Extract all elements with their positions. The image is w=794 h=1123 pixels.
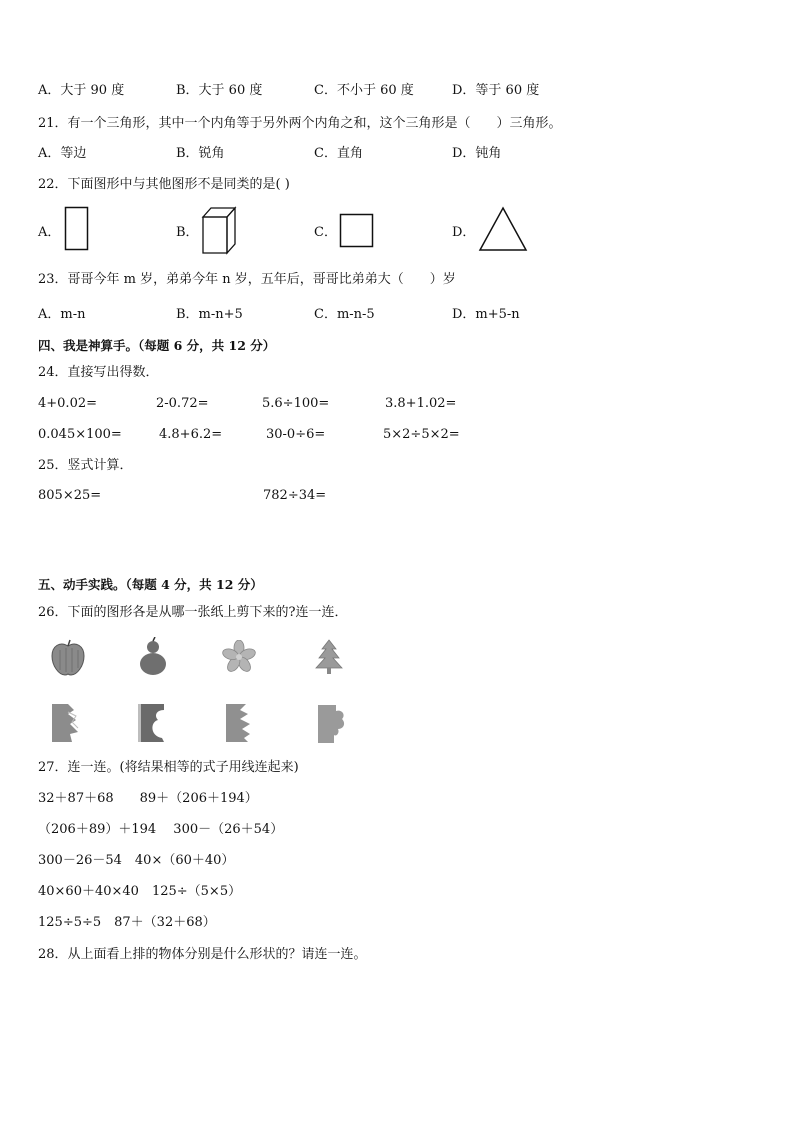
q27-row-2: （206＋89）＋194 300－（26＋54） [38,822,284,837]
section-4-heading: 四、我是神算手。（每题 6 分，共 12 分） [38,338,276,353]
paper-cut-tree-edge-icon [50,702,82,744]
flower-icon [221,640,257,674]
square-icon [339,213,375,249]
triangle-icon [478,206,528,252]
section-5-heading: 五、动手实践。（每题 4 分，共 12 分） [38,577,263,592]
q24-calc-5: 0.045×100= [38,427,122,442]
q23-option-c: C．m-n-5 [314,307,375,322]
q21-option-c: C．直角 [314,146,363,161]
cuboid-icon [201,205,237,255]
q27-row-3: 300－26－54 40×（60＋40） [38,853,235,868]
q20-option-a: A．大于 90 度 [38,83,125,98]
q27-stem: 27．连一连。(将结果相等的式子用线连起来) [38,760,299,775]
gourd-icon [136,637,170,677]
q24-calc-4: 3.8+1.02= [385,396,457,411]
q22-option-c: C． [314,225,337,240]
q24-calc-8: 5×2÷5×2= [383,427,460,442]
q24-stem: 24．直接写出得数． [38,365,159,380]
q22-option-b: B． [176,225,199,240]
q27-row-1: 32＋87＋68 89＋（206＋194） [38,791,258,806]
q21-option-a: A．等边 [38,146,87,161]
tall-rectangle-icon [64,206,90,252]
q20-option-b: B．大于 60 度 [176,83,263,98]
q24-calc-1: 4+0.02= [38,396,98,411]
q21-option-d: D．钝角 [452,146,502,161]
q23-option-a: A．m-n [38,307,86,322]
q23-stem: 23．哥哥今年 m 岁，弟弟今年 n 岁，五年后，哥哥比弟弟大（ ）岁 [38,272,456,287]
q22-stem: 22．下面图形中与其他图形不是同类的是( ) [38,177,290,192]
q21-option-b: B．锐角 [176,146,225,161]
q24-calc-6: 4.8+6.2= [159,427,223,442]
q27-row-5: 125÷5÷5 87＋（32＋68） [38,915,216,930]
q22-option-d: D． [452,225,476,240]
q23-option-b: B．m-n+5 [176,307,243,322]
q24-calc-2: 2-0.72= [156,396,209,411]
q23-option-d: D．m+5-n [452,307,520,322]
paper-cut-zigzag-edge-icon [224,702,254,744]
q22-option-a: A． [38,225,61,240]
q27-row-4: 40×60＋40×40 125÷（5×5） [38,884,242,899]
q26-stem: 26．下面的图形各是从哪一张纸上剪下来的?连一连． [38,605,348,620]
q24-calc-7: 30-0÷6= [266,427,326,442]
paper-cut-flower-edge-icon [316,703,348,745]
q24-calc-3: 5.6÷100= [262,396,330,411]
q25-stem: 25．竖式计算． [38,458,133,473]
q28-stem: 28．从上面看上排的物体分别是什么形状的？请连一连。 [38,947,367,962]
paper-cut-gourd-edge-icon [136,702,168,744]
tree-icon [314,639,344,675]
q25-item-2: 782÷34= [263,488,327,503]
apple-icon [50,638,86,678]
q25-item-1: 805×25= [38,488,102,503]
q21-stem: 21．有一个三角形，其中一个内角等于另外两个内角之和，这个三角形是（ ）三角形。 [38,116,562,131]
q20-option-c: C．不小于 60 度 [314,83,414,98]
q20-option-d: D．等于 60 度 [452,83,540,98]
